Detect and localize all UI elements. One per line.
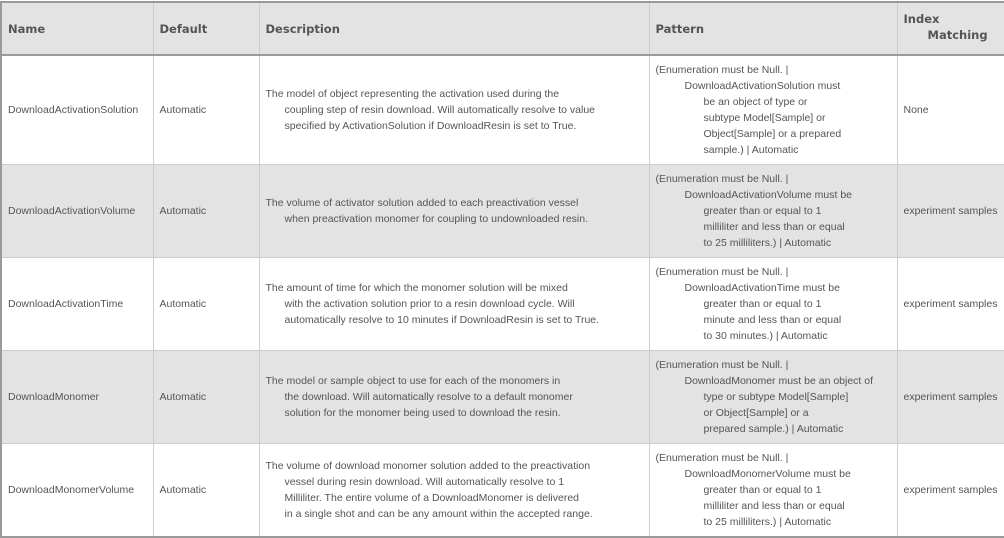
pattern-line: DownloadMonomerVolume must be xyxy=(684,468,851,480)
description-line: The volume of activator solution added to each preactivation vessel xyxy=(265,197,579,209)
pattern-line: type or subtype Model[Sample] xyxy=(703,391,849,403)
header-default: Default xyxy=(153,2,259,55)
pattern-line: be an object of type or xyxy=(703,96,808,108)
description-line: The model or sample object to use for each of the monomers in xyxy=(265,375,561,387)
description-line: The amount of time for which the monomer solution will be mixed xyxy=(265,282,568,294)
description-line: solution for the monomer being used to download the resin. xyxy=(284,407,561,419)
description-text xyxy=(266,280,643,328)
pattern-line: minute and less than or equal xyxy=(703,314,842,326)
option-pattern xyxy=(649,351,897,444)
option-default: Automatic xyxy=(153,55,259,165)
option-description xyxy=(259,258,649,351)
option-index-matching: experiment samples xyxy=(897,258,1004,351)
option-index-matching: None xyxy=(897,55,1004,165)
pattern-line: greater than or equal to 1 xyxy=(703,484,822,496)
table-row xyxy=(1,258,1004,351)
description-text xyxy=(266,195,643,227)
description-line: vessel during resin download. Will automatically resolve to 1 xyxy=(284,476,565,488)
description-line: when preactivation monomer for coupling to undownloaded resin. xyxy=(284,213,589,225)
description-text xyxy=(266,458,643,522)
options-table xyxy=(0,1,1004,538)
pattern-line: to 25 milliliters.) | Automatic xyxy=(703,237,832,249)
pattern-line: greater than or equal to 1 xyxy=(703,298,822,310)
description-line: Milliliter. The entire volume of a DownloadMonomer is delivered xyxy=(284,492,580,504)
option-name: DownloadActivationTime xyxy=(1,258,153,351)
option-default: Automatic xyxy=(153,258,259,351)
header-index-line2: Matching xyxy=(927,28,988,42)
header-pattern: Pattern xyxy=(649,2,897,55)
pattern-line: (Enumeration must be Null. | xyxy=(655,173,789,185)
option-index-matching: experiment samples xyxy=(897,444,1004,538)
pattern-line: to 30 minutes.) | Automatic xyxy=(703,330,828,342)
description-line: coupling step of resin download. Will automatically resolve to value xyxy=(284,104,595,116)
option-name: DownloadMonomer xyxy=(1,351,153,444)
description-line: The model of object representing the activation used during the xyxy=(265,88,560,100)
pattern-line: or Object[Sample] or a xyxy=(703,407,809,419)
option-description xyxy=(259,165,649,258)
table-row xyxy=(1,351,1004,444)
option-description xyxy=(259,444,649,538)
pattern-line: (Enumeration must be Null. | xyxy=(655,266,789,278)
pattern-line: DownloadActivationTime must be xyxy=(684,282,840,294)
pattern-line: greater than or equal to 1 xyxy=(703,205,822,217)
description-line: the download. Will automatically resolve to a default monomer xyxy=(284,391,573,403)
pattern-line: Object[Sample] or a prepared xyxy=(703,128,842,140)
description-text xyxy=(266,373,643,421)
option-name: DownloadActivationVolume xyxy=(1,165,153,258)
description-line: automatically resolve to 10 minutes if DownloadResin is set to True. xyxy=(284,314,600,326)
table-row xyxy=(1,55,1004,165)
description-text xyxy=(266,86,643,134)
header-row xyxy=(1,2,1004,55)
pattern-line: DownloadActivationVolume must be xyxy=(684,189,853,201)
pattern-line: sample.) | Automatic xyxy=(703,144,799,156)
option-index-matching: experiment samples xyxy=(897,165,1004,258)
option-default: Automatic xyxy=(153,165,259,258)
pattern-line: (Enumeration must be Null. | xyxy=(655,452,789,464)
pattern-line: prepared sample.) | Automatic xyxy=(703,423,844,435)
description-line: specified by ActivationSolution if DownloadResin is set to True. xyxy=(284,120,577,132)
pattern-line: DownloadMonomer must be an object of xyxy=(684,375,874,387)
description-line: with the activation solution prior to a resin download cycle. Will xyxy=(284,298,575,310)
pattern-line: subtype Model[Sample] or xyxy=(703,112,826,124)
option-pattern xyxy=(649,165,897,258)
pattern-line: (Enumeration must be Null. | xyxy=(655,359,789,371)
description-line: in a single shot and can be any amount within the accepted range. xyxy=(284,508,593,520)
option-index-matching: experiment samples xyxy=(897,351,1004,444)
option-default: Automatic xyxy=(153,444,259,538)
option-name: DownloadActivationSolution xyxy=(1,55,153,165)
table-row xyxy=(1,444,1004,538)
pattern-line: DownloadActivationSolution must xyxy=(684,80,841,92)
option-description xyxy=(259,55,649,165)
pattern-line: (Enumeration must be Null. | xyxy=(655,64,789,76)
header-index-line1: Index xyxy=(903,12,940,26)
description-line: The volume of download monomer solution added to the preactivation xyxy=(265,460,591,472)
option-pattern xyxy=(649,55,897,165)
option-pattern xyxy=(649,258,897,351)
header-name: Name xyxy=(1,2,153,55)
pattern-line: to 25 milliliters.) | Automatic xyxy=(703,516,832,528)
header-index-matching xyxy=(897,2,1004,55)
option-description xyxy=(259,351,649,444)
option-pattern xyxy=(649,444,897,538)
pattern-line: milliliter and less than or equal xyxy=(703,221,845,233)
pattern-line: milliliter and less than or equal xyxy=(703,500,845,512)
header-description: Description xyxy=(259,2,649,55)
table-row xyxy=(1,165,1004,258)
option-name: DownloadMonomerVolume xyxy=(1,444,153,538)
option-default: Automatic xyxy=(153,351,259,444)
